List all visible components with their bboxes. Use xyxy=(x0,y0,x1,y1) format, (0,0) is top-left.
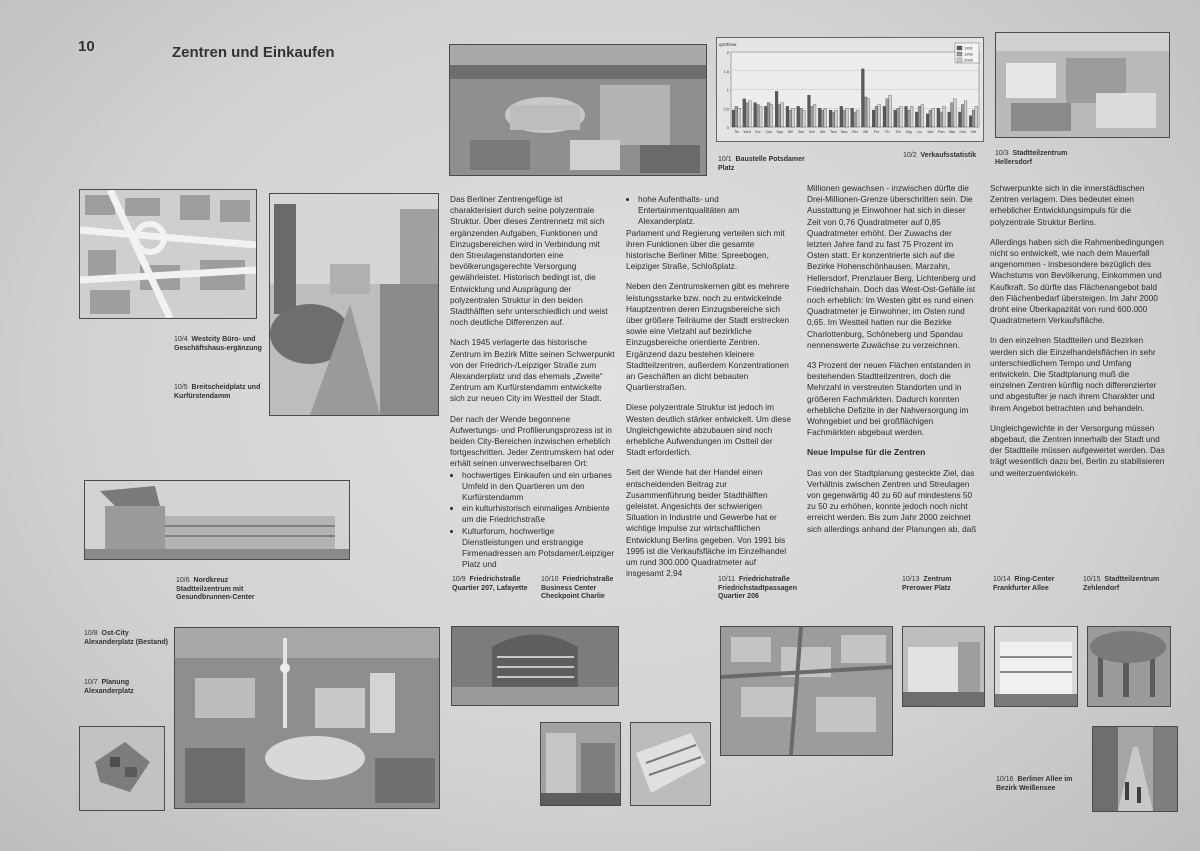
caption-10-4: 10/4 Westcity Büro- und Geschäftshaus-ergänzung xyxy=(174,336,262,352)
bar-2000-Pre xyxy=(878,105,881,128)
x-tick-label: Tie xyxy=(733,130,739,134)
bar-2000-Wed xyxy=(748,101,751,127)
section-heading: Neue Impulse für die Zentren xyxy=(807,447,926,458)
bar-1993-Sch xyxy=(810,106,813,127)
legend-entry: 2000 xyxy=(964,57,973,63)
bar-1993-Wei xyxy=(929,110,932,127)
bar-1991-Pan xyxy=(937,108,940,127)
x-tick-label: Pan xyxy=(938,130,945,134)
x-tick-label: Ste xyxy=(819,130,826,134)
bar-1991-Ste xyxy=(818,108,821,127)
caption-10-5: 10/5 Breitscheidplatz und Kurfürstendamm xyxy=(174,384,261,400)
bar-1993-Tie xyxy=(735,106,738,127)
caption-10-13: 10/13 Zentrum Prerower Platz xyxy=(902,576,952,592)
legend-swatch xyxy=(957,58,962,62)
bar-1993-Pan xyxy=(940,112,943,127)
bar-1993-Zeh xyxy=(800,108,803,127)
text-column-3: Millionen gewachsen - inzwischen dürfte die Drei-Millionen-Grenze überschritten sein. Die Ausstattung je Einwohner hat sich in dieser Zeit von 0,76 Quadratmeter auf 0,85 Quadratmeter erhöht. Der Zuwachs der letzten Jahre fand zu fast 75 Prozent im Osten statt. Er konzentrierte sich auf die Bezirke Hohenschönhausen, Marzahn, Hellersdorf, Prenzlauer Berg, Lichtenberg und Friedrichshain. Doch das West-Ost-Gefälle ist noch erheblich: Im Westen gibt es rund einen Quadratmeter je Einwohner, im Osten rund 0,65. Im Westteil hatten nur die Bezirke Charlottenburg, Schöneberg und Spandau nennenswerte Zuwächse zu verzeichnen. 43 Prozent der neuen Flächen entstanden in bestehenden Stadtteilzentren, doch die Mehrzahl in verstreuten Standorten und in größeren Fachmärkten. Dadurch konnten erhebliche Defizite in der Nahversorgung im Wohngebiet und bei großflächigen Fachmärkten abgebaut werden. Neue Impulse für die Zentren Das von der Stadtplanung gesteckte Ziel, das Verhältnis zwischen Zentren und Streulagen von gegenwärtig 40 zu 60 auf mindestens 50 zu 50 zu erhöhen, konnte jedoch noch nicht erreicht werden. Bis zum Jahr 2000 zeichnet sich allerdings anhand der Planungen ab, daß xyxy=(807,183,977,534)
bar-1991-Pre xyxy=(872,110,875,127)
bar-1991-Sch xyxy=(808,95,811,127)
bar-1991-Krz xyxy=(754,103,757,127)
bar-1993-Ste xyxy=(821,110,824,127)
caption-10-10: 10/10 Friedrichstraße Business Center Checkpoint Charlie xyxy=(541,576,614,600)
x-tick-label: Neu xyxy=(840,130,848,134)
bar-1991-Cha xyxy=(764,106,767,127)
bar-1991-Zeh xyxy=(797,106,800,127)
bar-1991-Wil xyxy=(786,106,789,127)
photo-nordkreuz xyxy=(84,480,350,560)
x-tick-label: Mar xyxy=(948,130,956,134)
photo-lafayette xyxy=(451,626,619,706)
page-number: 10 xyxy=(78,38,95,55)
photo-zehlendorf xyxy=(1087,626,1171,707)
x-tick-label: Tre xyxy=(895,130,901,134)
bar-1993-Tre xyxy=(897,108,900,127)
x-tick-label: Spa xyxy=(776,130,783,134)
x-tick-label: Krz xyxy=(755,130,761,134)
bar-2000-Tie xyxy=(738,108,741,127)
legend-entry: 1993 xyxy=(964,51,973,57)
bar-2000-Lic xyxy=(921,105,924,128)
caption-10-14: 10/14 Ring-Center Frankfurter Allee xyxy=(993,576,1055,592)
y-tick-label: 0 xyxy=(726,125,729,130)
bar-1991-Hoh xyxy=(959,112,962,127)
bar-2000-Hoh xyxy=(964,101,967,127)
y-tick-label: 1,5 xyxy=(723,68,729,74)
bar-2000-Krz xyxy=(759,106,762,127)
caption-10-7: 10/7 Planung Alexanderplatz xyxy=(84,679,134,695)
y-tick-label: 1 xyxy=(726,87,729,93)
legend-swatch xyxy=(957,46,962,50)
x-tick-label: Fri xyxy=(885,130,890,134)
bar-1993-Tem xyxy=(832,112,835,127)
bar-1993-Hel xyxy=(972,110,975,127)
text-column-4: Schwerpunkte sich in die innerstädtischen Zentren verlagern. Dies bedeutet einen erheblicher Entwicklungsimpuls für die polyzentrale Struktur Berlins. Allerdings haben sich die Rahmenbedingungen nicht so entwickelt, wie nach dem Mauerfall angenommen - insbesondere bezüglich des Wachstums von Bevölkerung, Einkommen und Kaufkraft. So dürfte das Flächenangebot bald den Flächenbedarf übersteigen. Im Jahr 2000 droht eine Überkapazität von rund 600.000 Quadratmetern Verkaufsfläche. In den einzelnen Stadtteilen und Bezirken werden sich die Einzelhandelsflächen in sehr unterschiedlichem Tempo und Umfang entwickeln. Die Stadtplanung muß die einzelnen Zentren künftig noch differenzierter und abgestufter je nach ihrem Charakter und ihrem Angebot betrachten und behandeln. Ungleichgewichte in der Versorgung müssen abgebaut, die Zentren innerhalb der Stadt und der Stadtteile müssen aufgewertet werden. Das trägt wesentlich dazu bei, Berlin zu stabilisieren und weiterzuentwickeln. xyxy=(990,183,1165,478)
bar-1991-Neu xyxy=(840,106,843,127)
caption-10-3: 10/3 Stadtteilzentrum Hellersdorf xyxy=(995,150,1068,166)
photo-hellersdorf xyxy=(995,32,1170,138)
bar-2000-Tre xyxy=(899,106,902,127)
bar-2000-Spa xyxy=(781,103,784,127)
bar-1993-Neu xyxy=(843,110,846,127)
caption-10-2: 10/2 Verkaufsstatistik xyxy=(903,152,977,159)
bar-1991-Fri xyxy=(883,106,886,127)
x-tick-label: Hel xyxy=(970,130,977,134)
bar-2000-Hel xyxy=(975,106,978,127)
photo-prerower-platz xyxy=(902,626,985,707)
bar-1991-Rei xyxy=(851,108,854,127)
bar-1991-Mar xyxy=(948,112,951,127)
x-tick-label: Mit xyxy=(863,130,869,134)
bar-1991-Tre xyxy=(894,110,897,127)
bar-1991-Tem xyxy=(829,110,832,127)
bar-1991-Spa xyxy=(775,91,778,127)
bar-2000-Rei xyxy=(856,110,859,127)
bar-2000-Cha xyxy=(770,105,773,128)
bar-2000-Zeh xyxy=(802,110,805,127)
bar-2000-Köp xyxy=(910,106,913,127)
bar-1991-Mit xyxy=(861,69,864,127)
photo-breitscheidplatz xyxy=(269,193,439,416)
bar-1991-Wed xyxy=(743,99,746,127)
bar-1993-Wed xyxy=(746,103,749,127)
bar-1993-Wil xyxy=(789,110,792,127)
x-tick-label: Wil xyxy=(787,130,793,134)
legend-entry: 1991 xyxy=(964,45,973,51)
x-tick-label: Sch xyxy=(808,130,815,134)
bar-1993-Mar xyxy=(951,103,954,127)
photo-alexanderplatz-aerial xyxy=(174,627,440,809)
bar-1993-Spa xyxy=(778,105,781,128)
photo-alexanderplatz-model xyxy=(79,726,165,811)
bar-1991-Wei xyxy=(926,114,929,127)
x-tick-label: Köp xyxy=(905,130,913,134)
bar-2000-Wei xyxy=(932,108,935,127)
caption-10-6: 10/6 Nordkreuz Stadtteilzentrum mit Gesundbrunnen-Center xyxy=(176,577,255,601)
text-column-1: Das Berliner Zentrengefüge ist charakterisiert durch seine polyzentrale Struktur. Über dieses Zentrennetz mit sich ergänzenden Aufgaben, Funktionen und Einzugsbereichen wird in Verbindung mit den Streulagenstandorten eine bevölkerungsgerechte Versorgung gewährleistet. Historisch bedingt ist, die Entwicklung und Ausprägung der polyzentralen Struktur in den beiden Stadthälften sehr unterschiedlich und weist noch deutliche Differenzen auf. Nach 1945 verlagerte das historische Zentrum im Bezirk Mitte seinen Schwerpunkt von der Friedrich-/Leipziger Straße zum Alexanderplatz und das ehemals „Zweite“ Zentrum am Kurfürstendamm entwickelte sich zur neuen City im Westteil der Stadt. Der nach der Wende begonnene Aufwertungs- und Profilierungsprozess ist in beiden City-Bereichen inzwischen erheblich fortgeschritten. Jeder Zentrumskern hat oder erhält seinen unverwechselbaren Ort: • hochwertiges Einkaufen und ein urbanes Umfeld in den Quartieren um den Kurfürstendamm • ein kulturhistorisch einmaliges Ambiente um die Friedrichstraße • Kulturforum, hochwertige Dienstleistungen und erstrangige Firmenadressen am Potsdamer/Leipziger Platz und xyxy=(450,194,615,571)
photo-berliner-allee xyxy=(1092,726,1178,812)
legend-swatch xyxy=(957,52,962,56)
bar-1993-Cha xyxy=(767,103,770,127)
bar-2000-Neu xyxy=(846,108,849,127)
bar-1993-Lic xyxy=(918,106,921,127)
bar-2000-Fri xyxy=(889,95,892,127)
bar-1991-Tie xyxy=(732,110,735,127)
bar-2000-Wil xyxy=(792,108,795,127)
y-tick-label: 2 xyxy=(726,50,729,55)
x-tick-label: Cha xyxy=(765,130,773,134)
bar-chart-svg xyxy=(717,38,983,141)
x-tick-label: Pre xyxy=(873,130,880,134)
bar-1991-Hel xyxy=(969,116,972,127)
x-tick-label: Tem xyxy=(830,130,837,134)
bar-1993-Krz xyxy=(756,105,759,128)
text-column-2: • hohe Aufenthalts- und Entertainmentqualitäten am Alexanderplatz. Parlament und Regierung verteilen sich mit ihren Funktionen über die gesamte historische Berliner Mitte: Spreebogen, Leipziger Straße, Schloßplatz. Neben den Zentrumskernen gibt es mehrere leistungsstarke bzw. noch zu entwickelnde Hauptzentren deren Einzugsbereiche sich über größere Teilräume der Stadt erstrecken sowie eine Vielzahl auf bezirkliche Einzugsbereiche orientierte Zentren. Ergänzend dazu bestehen kleinere Stadtteilzentren, außerdem Konzentrationen an Geschäften an dicht bebauten Quartierstraßen. Diese polyzentrale Struktur ist jedoch im Westen deutlich stärker entwickelt. Um diese Ungleichgewichte abzubauen sind noch erhebliche Aufwendungen im Ostteil der Stadt erforderlich. Seit der Wende hat der Handel einen entscheidenden Beitrag zur Zusammenführung beider Stadthälften geleistet. Angesichts der schwierigen Situation in Industrie und Gewerbe hat er wichtige Impulse zur wirtschaftlichen Entwicklung Berlins gegeben. Von 1991 bis 1995 ist die Verkaufsfläche im Einzelhandel um rund 300.000 Quadratmeter auf insgesamt 2,94 xyxy=(626,194,793,589)
photo-business-center-1 xyxy=(540,722,621,806)
bar-2000-Mar xyxy=(953,99,956,127)
photo-ring-center xyxy=(994,626,1078,707)
caption-10-16: 10/16 Berliner Allee im Bezirk Weißensee xyxy=(996,776,1073,792)
photo-business-center-2 xyxy=(630,722,711,806)
photo-friedrichstadtpassagen xyxy=(720,626,893,756)
bar-1993-Pre xyxy=(875,106,878,127)
bar-1993-Köp xyxy=(907,110,910,127)
y-tick-label: 0,5 xyxy=(723,106,729,112)
bar-2000-Pan xyxy=(943,106,946,127)
bar-1993-Mit xyxy=(864,97,867,127)
x-tick-label: Zeh xyxy=(797,130,805,134)
caption-10-15: 10/15 Stadtteilzentrum Zehlendorf xyxy=(1083,576,1160,592)
caption-10-9: 10/9 Friedrichstraße Quartier 207, Lafayette xyxy=(452,576,528,592)
bar-2000-Mit xyxy=(867,99,870,127)
caption-10-11: 10/11 Friedrichstraße Friedrichstadtpassagen Quartier 206 xyxy=(718,576,797,600)
bar-1993-Fri xyxy=(886,99,889,127)
sales-statistics-chart xyxy=(716,37,984,142)
x-tick-label: Rei xyxy=(852,130,858,134)
bar-2000-Ste xyxy=(824,108,827,127)
y-axis-label: qm/Einw. xyxy=(719,42,738,47)
page-title: Zentren und Einkaufen xyxy=(172,44,335,61)
x-tick-label: Lic xyxy=(917,130,923,134)
bar-1993-Hoh xyxy=(961,105,964,128)
photo-westcity-map xyxy=(79,189,257,319)
x-tick-label: Wed xyxy=(743,130,751,134)
bar-1991-Köp xyxy=(905,106,908,127)
photo-potsdamer-platz xyxy=(449,44,707,176)
bar-2000-Tem xyxy=(835,110,838,127)
x-tick-label: Hoh xyxy=(959,130,967,134)
bar-1993-Rei xyxy=(853,112,856,127)
x-tick-label: Wei xyxy=(927,130,934,134)
caption-10-1: 10/1 Baustelle Potsdamer Platz xyxy=(718,156,805,172)
bar-2000-Sch xyxy=(813,105,816,128)
caption-10-8: 10/8 Ost-City Alexanderplatz (Bestand) xyxy=(84,630,169,646)
bar-1991-Lic xyxy=(915,112,918,127)
